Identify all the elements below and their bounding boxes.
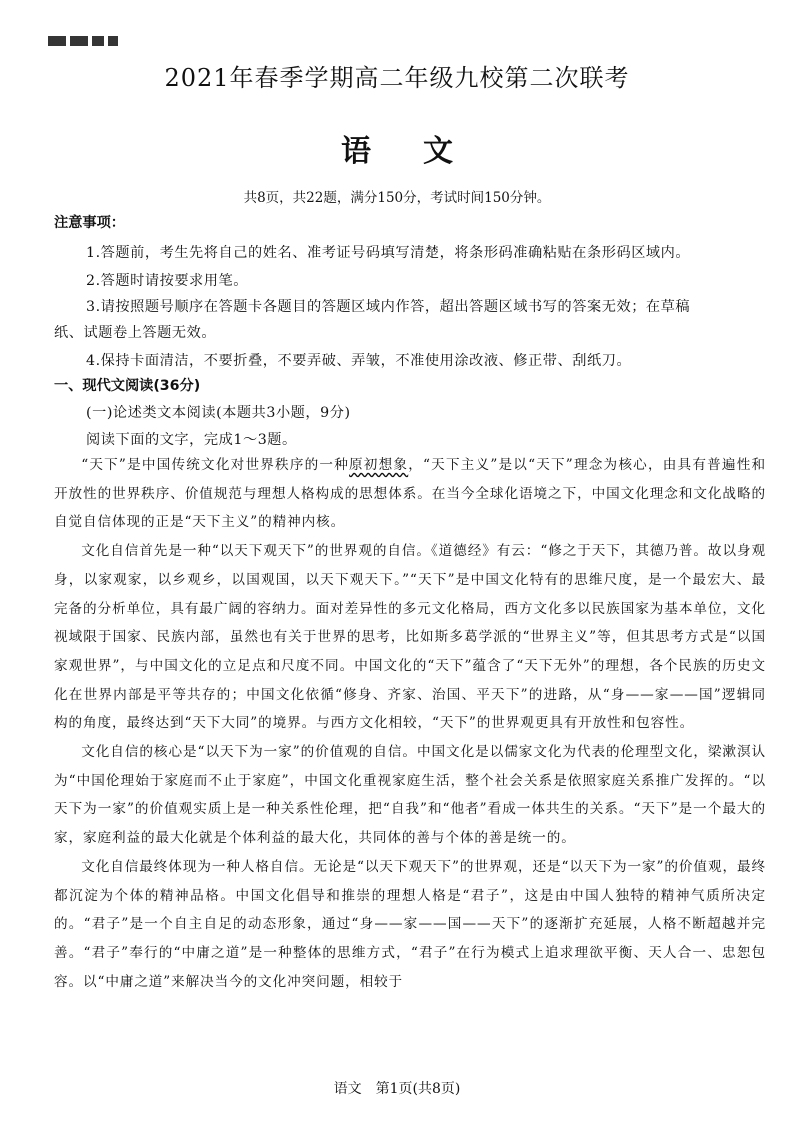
- notice-item-4: 4.保持卡面清洁，不要折叠，不要弄破、弄皱，不准使用涂改液、修正带、刮纸刀。: [86, 353, 632, 369]
- section-heading: 一、现代文阅读(36分): [54, 378, 201, 394]
- notice-heading: 注意事项：: [54, 215, 125, 231]
- article-paragraph-3: 文化自信的核心是“以天下为一家”的价值观的自信。中国文化是以儒家文化为代表的伦理型文化，梁漱溟认为“中国伦理始于家庭而不止于家庭”，中国文化重视家庭生活，整个社会关系是依照家庭关系推广发挥的。“以天下为一家”的价值观实质上是一种关系性伦理，把“自我”和“他者”看成一体共生的关系。“天下”是一个最大的家，家庭利益的最大化就是个体利益的最大化，共同体的善与个体的善是统一的。: [54, 744, 766, 847]
- exam-title: 2021年春季学期高二年级九校第二次联考: [164, 64, 630, 92]
- notice-item-3: 3.请按照题号顺序在答题卡各题目的答题区域内作答，超出答题区域书写的答案无效；在草稿: [86, 299, 691, 315]
- paragraph-text: ，“天下主义”是以“天下”理念为核心，由具有普遍性和开放性的世界秩序、价值规范与理想人格构成的思想体系。在当今全球化语境之下，中国文化理念和文化战略的自觉自信体现的正是“天下主义”的精神内核。: [54, 457, 766, 531]
- notice-item-1: 1.答题前，考生先将自己的姓名、准考证号码填写清楚，将条形码准确粘贴在条形码区域内。: [86, 245, 691, 261]
- notice-item-2: 2.答题时请按要求用笔。: [86, 273, 249, 289]
- marked-phrase: 原初想象: [349, 457, 409, 473]
- article-paragraph-1: [54, 451, 766, 537]
- notice-item-3-cont: 纸、试题卷上答题无效。: [54, 325, 217, 341]
- exam-info: 共8页，共22题，满分150分，考试时间150分钟。: [243, 190, 551, 206]
- section-instruction: 阅读下面的文字，完成1～3题。: [86, 432, 297, 448]
- section-subheading: (一)论述类文本阅读(本题共3小题，9分): [86, 405, 351, 421]
- article-body: [54, 451, 766, 996]
- subject-title: 语文: [341, 134, 505, 169]
- page-footer: 语文 第1页(共8页): [333, 1081, 461, 1097]
- corner-mark: [48, 36, 118, 46]
- article-paragraph-4: 文化自信最终体现为一种人格自信。无论是“以天下观天下”的世界观，还是“以天下为一家”的价值观，最终都沉淀为个体的精神品格。中国文化倡导和推崇的理想人格是“君子”，这是由中国人独特的精神气质所决定的。“君子”是一个自主自足的动态形象，通过“身——家——国——天下”的逐渐扩充延展，人格不断超越并完善。“君子”奉行的“中庸之道”是一种整体的思维方式，“君子”在行为模式上追求理欲平衡、天人合一、忠恕包容。以“中庸之道”来解决当今的文化冲突问题，相较于: [54, 858, 766, 990]
- paragraph-text: “天下”是中国传统文化对世界秩序的一种: [81, 457, 350, 473]
- article-paragraph-2: 文化自信首先是一种“以天下观天下”的世界观的自信。《道德经》有云：“修之于天下，其德乃普。故以身观身，以家观家，以乡观乡，以国观国，以天下观天下。”“天下”是中国文化特有的思维尺度，是一个最宏大、最完备的分析单位，具有最广阔的容纳力。面对差异性的多元文化格局，西方文化多以民族国家为基本单位，文化视域限于国家、民族内部，虽然也有关于世界的思考，比如斯多葛学派的“世界主义”等，但其思考方式是“以国家观世界”，与中国文化的立足点和尺度不同。中国文化的“天下”蕴含了“天下无外”的理想，各个民族的历史文化在世界内部是平等共存的；中国文化依循“修身、齐家、治国、平天下”的进路，从“身——家——国”逻辑同构的角度，最终达到“天下大同”的境界。与西方文化相较，“天下”的世界观更具有开放性和包容性。: [54, 543, 766, 732]
